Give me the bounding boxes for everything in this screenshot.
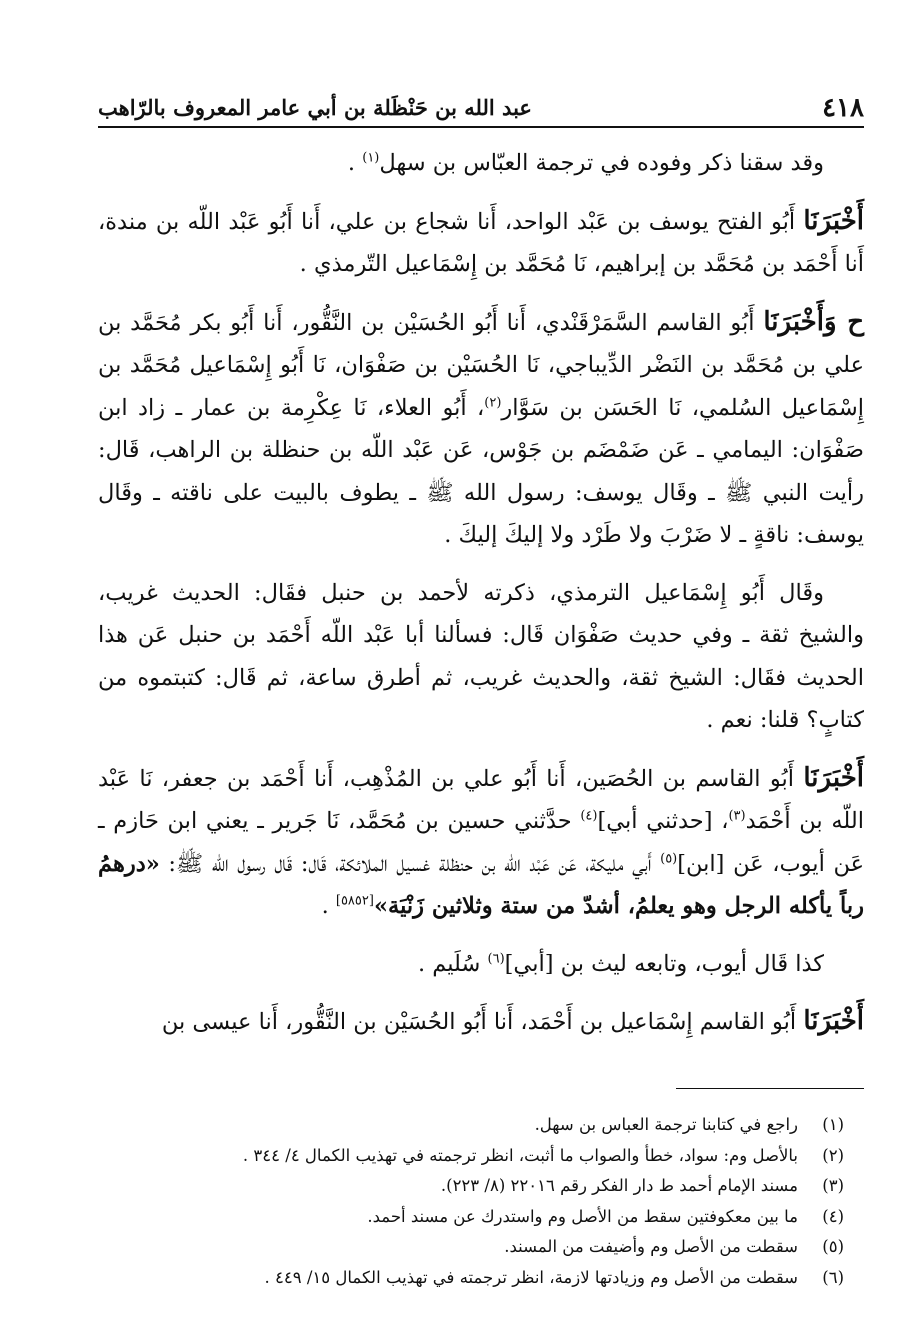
footnote-ref-2: (٢) <box>484 395 502 410</box>
footnote-number: (٦) <box>822 1267 844 1287</box>
paragraph-3-text-a: أَبُو القاسم السَّمَرْقَنْدي، أَنا أَبُو الحُسَيْن بن النَّقُّور، أَنا أَبُو بكر مُحَمَّد بن علي بن مُحَمَّد بن النَضْر الدِّيباجي، نَا الحُسَيْن بن صَفْوَان، نَا أَبُو إِسْمَاعيل مُحَمَّد بن إِسْمَاعيل السُلمي، نَا الحَسَن بن سَوَّار <box>98 309 864 421</box>
footnote-number: (١) <box>822 1115 844 1134</box>
paragraph-5 <box>98 757 864 928</box>
footnote-3 <box>98 1171 844 1202</box>
paragraph-1-text: وقد سقنا ذكر وفوده في ترجمة العبّاس بن سهل <box>379 150 824 176</box>
footnote-number: (٤) <box>822 1206 844 1226</box>
main-text <box>98 142 864 1059</box>
paragraph-2 <box>98 200 864 286</box>
footnote-2 <box>98 1141 844 1172</box>
footnote-6 <box>98 1263 844 1294</box>
header-rule <box>98 126 864 128</box>
footnote-ref-6: (٦) <box>487 951 505 966</box>
footnote-ref-5: (٥) <box>660 851 678 866</box>
hadith-number: [٥٨٥٢] <box>335 893 374 909</box>
paragraph-5-end: . <box>321 893 336 919</box>
footnote-number: (٥) <box>822 1237 844 1256</box>
footnote-number: (٢) <box>822 1145 844 1165</box>
hadith-text: «درهمُ رباً يأكله الرجل وهو يعلمُ، أشدّ من ستة وثلاثين زَنْيَة» <box>98 850 864 919</box>
footnote-rule <box>676 1088 864 1089</box>
footnote-5 <box>98 1232 844 1263</box>
paragraph-1 <box>98 142 864 185</box>
footnote-1 <box>98 1110 844 1141</box>
page-header <box>98 88 864 124</box>
running-title: عبد الله بن حَنْظَلة بن أبي عامر المعروف بالرّاهب <box>98 95 532 120</box>
paragraph-5-text-c: حدَّثني حسين بن مُحَمَّد، نَا جَرير ـ يعني ابن حَازم ـ عَن أيوب، عَن [ابن] <box>98 808 864 877</box>
paragraph-3-text-b: ، أَبُو العلاء، نَا عِكْرِمة بن عمار ـ زاد ابن صَفْوَان: اليمامي ـ عَن ضَمْضَم بن جَوْس، عَن عَبْد اللّه بن حنظلة بن الراهب، قَال: رأيت النبي ﷺ ـ وقَال يوسف: رسول الله ﷺ ـ يطوف بالبيت على ناقته ـ وقَال يوسف: ناقةٍ ـ لا ضَرْبَ ولا طَرْد ولا إليكَ إليكَ . <box>98 394 864 548</box>
footnote-text: ما بين معكوفتين سقط من الأصل وم واستدرك عن مسند أحمد. <box>367 1206 798 1226</box>
paragraph-6-text-a: كذا قَال أيوب، وتابعه ليث بن [أبي] <box>504 950 824 977</box>
footnote-number: (٣) <box>822 1176 844 1195</box>
footnote-ref-4: (٤) <box>580 808 598 824</box>
footnote-text: راجع في كتابنا ترجمة العباس بن سهل. <box>534 1115 798 1134</box>
paragraph-2-lead: أَخْبَرَنَا <box>803 205 864 236</box>
paragraph-3 <box>98 301 864 557</box>
paragraph-5-text-d: أَبي مليكة، عَن عَبْد اللّه بن حنظلة غسيل الملائكة، قَال: قَال رسول الله ﷺ: <box>159 850 661 877</box>
paragraph-4 <box>98 572 864 742</box>
page-number: ٤١٨ <box>822 93 864 123</box>
paragraph-6-text-b: سُلَيم . <box>417 950 488 977</box>
footnote-4 <box>98 1202 844 1233</box>
paragraph-2-text: أَبُو الفتح يوسف بن عَبْد الواحد، أَنا شجاع بن علي، أَنا أَبُو عَبْد اللّه بن مندة، أَنا أَحْمَد بن مُحَمَّد بن إبراهيم، نَا مُحَمَّد بن إِسْمَاعيل التّرمذي . <box>98 208 864 277</box>
paragraph-1-end: . <box>347 150 363 176</box>
footnote-ref-1: (١) <box>362 150 380 166</box>
paragraph-5-lead: أَخْبَرَنَا <box>803 762 864 793</box>
footnote-text: بالأصل وم: سواد، خطأ والصواب ما أثبت، انظر ترجمته في تهذيب الكمال ٤/ ٣٤٤ . <box>242 1145 798 1165</box>
paragraph-7-lead: أَخْبَرَنَا <box>803 1006 864 1036</box>
paragraph-3-lead: ح وَأَخْبَرَنَا <box>763 306 864 337</box>
paragraph-7 <box>98 1000 864 1044</box>
footnote-text: سقطت من الأصل وم وزيادتها لازمة، انظر ترجمته في تهذيب الكمال ١٥/ ٤٤٩ . <box>264 1267 798 1287</box>
paragraph-6 <box>98 943 864 986</box>
paragraph-4-text: وقَال أَبُو إِسْمَاعيل الترمذي، ذكرته لأحمد بن حنبل فقَال: الحديث غريب، والشيخ ثقة ـ وفي حديث صَفْوَان قَال: فسألنا أبا عَبْد اللّه أَحْمَد بن حنبل عَن هذا الحديث فقَال: الشيخ ثقة، والحديث غريب، ثم أطرق ساعة، ثم قَال: كتبتموه من كتابٍ؟ قلنا: نعم . <box>98 579 864 733</box>
footnote-text: مسند الإمام أحمد ط دار الفكر رقم ٢٢٠١٦ (٨/ ٢٢٣). <box>440 1176 798 1195</box>
paragraph-5-text-b: ، [حدثني أبي] <box>597 808 729 834</box>
paragraph-5-text-a: أَبُو القاسم بن الحُصَين، أَنا أَبُو علي بن المُذْهِب، أَنا أَحْمَد بن جعفر، نَا عَبْد اللّه بن أَحْمَد <box>98 765 864 834</box>
paragraph-7-text: أَبُو القاسم إِسْمَاعيل بن أَحْمَد، أَنا أَبُو الحُسَيْن بن النَّقُّور، أَنا عيسى بن <box>161 1009 804 1035</box>
footnote-text: سقطت من الأصل وم وأضيفت من المسند. <box>504 1237 798 1256</box>
footnotes <box>98 1110 844 1293</box>
footnote-ref-3: (٣) <box>728 808 746 824</box>
